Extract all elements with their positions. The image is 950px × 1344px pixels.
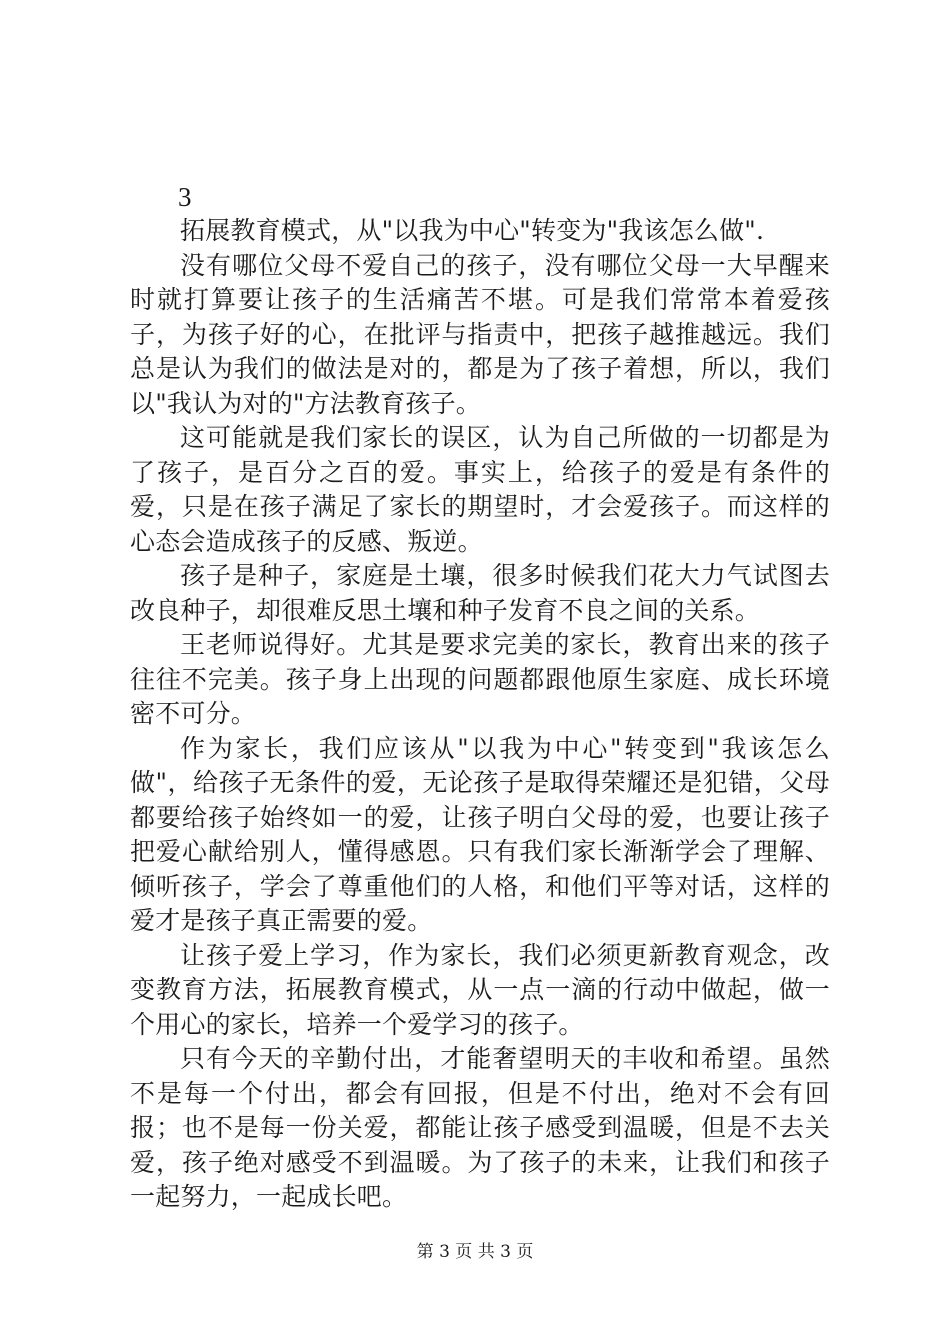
paragraph-6: 作为家长，我们应该从"以我为中心"转变到"我该怎么做"，给孩子无条件的爱，无论孩子是取得荣耀还是犯错，父母都要给孩子始终如一的爱，让孩子明白父母的爱，也要让孩子把爱心献给别人，懂得感恩。只有我们家长渐渐学会了理解、倾听孩子，学会了尊重他们的人格，和他们平等对话，这样的爱才是孩子真正需要的爱。 [130, 733, 830, 935]
paragraph-8: 只有今天的辛勤付出，才能奢望明天的丰收和希望。虽然不是每一个付出，都会有回报，但是不付出，绝对不会有回报；也不是每一份关爱，都能让孩子感受到温暖，但是不去关爱，孩子绝对感受不到温暖。为了孩子的未来，让我们和孩子一起努力，一起成长吧。 [130, 1044, 830, 1211]
paragraph-2: 没有哪位父母不爱自己的孩子，没有哪位父母一大早醒来时就打算要让孩子的生活痛苦不堪。可是我们常常本着爱孩子，为孩子好的心，在批评与指责中，把孩子越推越远。我们总是认为我们的做法是对的，都是为了孩子着想，所以，我们以"我认为对的"方法教育孩子。 [130, 250, 830, 418]
paragraph-5: 王老师说得好。尤其是要求完美的家长，教育出来的孩子往往不完美。孩子身上出现的问题都跟他原生家庭、成长环境密不可分。 [130, 630, 830, 728]
document-body [130, 180, 830, 1215]
paragraph-4: 孩子是种子，家庭是土壤，很多时候我们花大力气试图去改良种子，却很难反思土壤和种子发育不良之间的关系。 [130, 561, 830, 625]
paragraph-7: 让孩子爱上学习，作为家长，我们必须更新教育观念，改变教育方法，拓展教育模式，从一点一滴的行动中做起，做一个用心的家长，培养一个爱学习的孩子。 [130, 940, 830, 1039]
paragraph-1: 拓展教育模式，从"以我为中心"转变为"我该怎么做". [180, 216, 765, 245]
page-footer: 第 3 页 共 3 页 [416, 1242, 534, 1262]
paragraph-3: 这可能就是我们家长的误区，认为自己所做的一切都是为了孩子，是百分之百的爱。事实上，给孩子的爱是有条件的爱，只是在孩子满足了家长的期望时，才会爱孩子。而这样的心态会造成孩子的反感、叛逆。 [130, 423, 830, 556]
section-number: 3 [178, 182, 192, 212]
